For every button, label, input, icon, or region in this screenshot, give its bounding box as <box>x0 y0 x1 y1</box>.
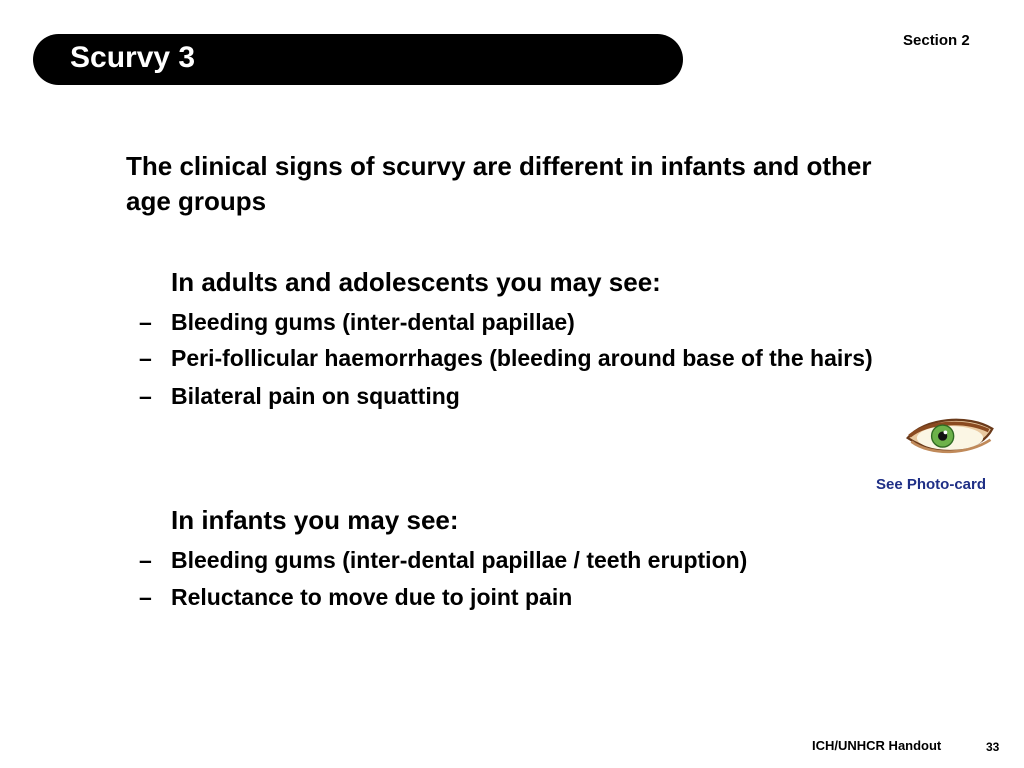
list-item <box>0 343 900 373</box>
bullet-dash: – <box>139 345 152 371</box>
list-item-text: Reluctance to move due to joint pain <box>171 584 573 610</box>
footer-label: ICH/UNHCR Handout <box>812 738 942 753</box>
title-bar <box>33 34 683 85</box>
infants-heading: In infants you may see: <box>171 505 459 535</box>
bullet-dash: – <box>139 383 152 409</box>
bullet-dash: – <box>139 584 152 610</box>
adults-heading: In adults and adolescents you may see: <box>171 267 661 297</box>
intro-text: The clinical signs of scurvy are different in infants and other age groups <box>126 151 872 216</box>
bullet-dash: – <box>139 309 152 335</box>
list-item-text: Bleeding gums (inter-dental papillae) <box>171 309 575 335</box>
list-item <box>0 545 900 575</box>
list-item-text: Bleeding gums (inter-dental papillae / teeth eruption) <box>171 547 748 573</box>
see-photo-card-link[interactable]: See Photo-card <box>876 476 987 493</box>
adults-list <box>0 307 900 411</box>
list-item-text: Peri-follicular haemorrhages (bleeding around base of the hairs) <box>171 345 873 371</box>
list-item <box>0 307 900 337</box>
list-item <box>0 582 900 612</box>
list-item-text: Bilateral pain on squatting <box>171 383 460 409</box>
page-number: 33 <box>986 740 1000 754</box>
section-label: Section 2 <box>903 32 970 49</box>
eye-icon[interactable] <box>904 414 996 460</box>
infants-list <box>0 545 900 612</box>
bullet-dash: – <box>139 547 152 573</box>
slide-title: Scurvy 3 <box>70 41 196 74</box>
list-item <box>0 381 900 411</box>
